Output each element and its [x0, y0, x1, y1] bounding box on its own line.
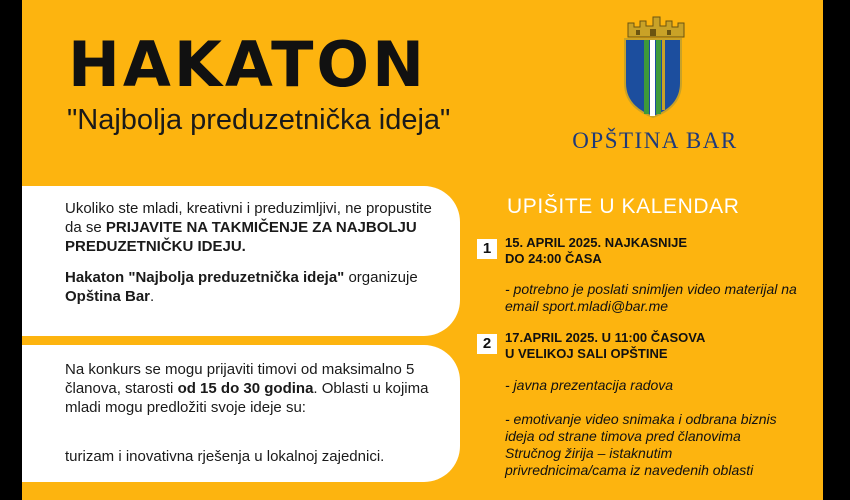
page-title: HAKATON [68, 28, 427, 101]
event-1-note: - potrebno je poslati snimljen video materijal na email sport.mladi@bar.me [505, 281, 797, 314]
logo-name: OPŠTINA BAR [572, 128, 738, 153]
event-2-note-jury: - emotivanje video snimaka i odbrana biznis ideja od strane timova pred članovima Stručnog žirija – istaknutim privrednicima/cama iz navedenih oblasti [505, 411, 777, 478]
event-2-note-presentation: - javna prezentacija radova [505, 377, 674, 393]
coat-of-arms-icon [620, 15, 686, 119]
organizer-paragraph: Hakaton "Najbolja preduzetnička ideja" organizuje Opština Bar. [65, 269, 418, 305]
calendar-heading: UPIŠITE U KALENDAR [507, 195, 740, 218]
eligibility-paragraph: Na konkurs se mogu prijaviti timovi od maksimalno 5 članova, starosti od 15 do 30 godina. Oblasti u kojima mladi mogu predložiti svoje ideje su: [65, 361, 429, 416]
info-card-registration [22, 186, 460, 336]
event-2-title: 17.APRIL 2025. U 11:00 ČASOVA U VELIKOJ SALI OPŠTINE [505, 330, 706, 361]
areas-paragraph: turizam i inovativna rješenja u lokalnoj zajednici. [65, 448, 385, 465]
registration-paragraph: Ukoliko ste mladi, kreativni i preduzimljivi, ne propustite da se PRIJAVITE NA TAKMIČENJE ZA NAJBOLJU PREDUZETNIČKU IDEJU. [65, 200, 432, 255]
poster [22, 0, 823, 500]
event-1-number-badge: 1 [477, 239, 497, 259]
page-subtitle: "Najbolja preduzetnička ideja" [67, 104, 451, 136]
info-card-eligibility [22, 345, 460, 482]
event-1-title: 15. APRIL 2025. NAJKASNIJE DO 24:00 ČASA [505, 235, 688, 266]
event-2-number-badge: 2 [477, 334, 497, 354]
